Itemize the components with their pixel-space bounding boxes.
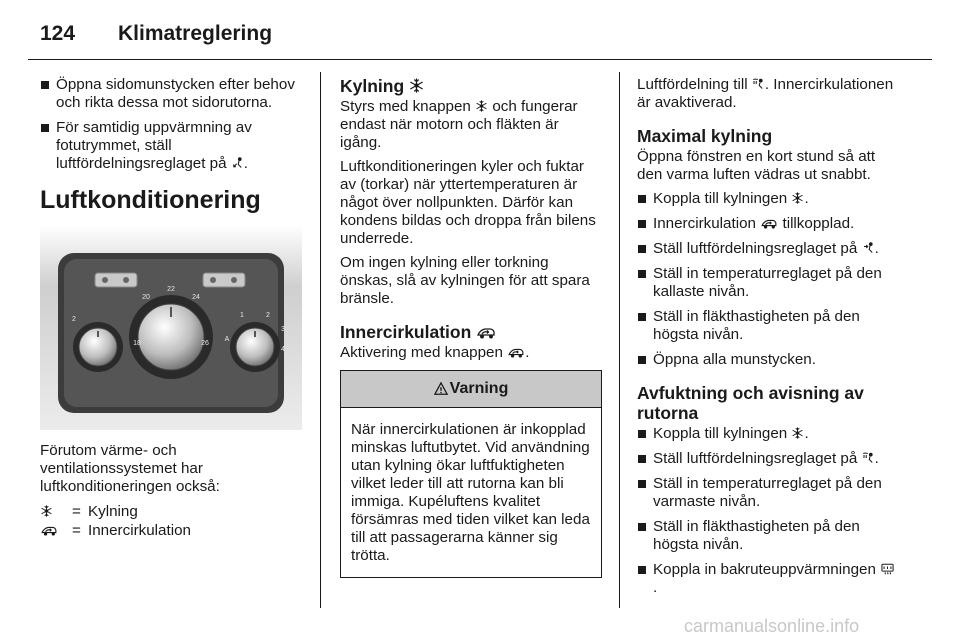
- list-item: Innercirkulation tillkopplad.: [637, 215, 899, 233]
- list-item: Öppna sidomunstycken efter behov och rikta dessa mot sidorutorna.: [40, 76, 308, 112]
- windscreen-air-icon: [752, 78, 765, 90]
- column-3: [637, 76, 899, 604]
- warning-header: Varning: [341, 371, 601, 408]
- snowflake-icon: [791, 427, 804, 439]
- legend-label: Innercirkulation: [88, 521, 191, 539]
- snowflake-icon: [40, 505, 53, 517]
- column-2: [340, 76, 602, 578]
- dial-label: 20: [142, 294, 150, 301]
- page-title: Klimatreglering: [118, 22, 273, 45]
- dial-label: 26: [201, 340, 209, 347]
- recirculation-icon: [760, 217, 778, 229]
- legend-row: = Innercirkulation: [40, 521, 308, 540]
- fan-label: 2: [266, 312, 270, 319]
- recirculation-icon: [40, 524, 58, 536]
- dial-label: 22: [167, 286, 175, 293]
- paragraph: Aktivering med knappen .: [340, 344, 530, 361]
- defog-heading: Avfuktning och avisning av rutorna: [637, 383, 864, 423]
- list-item: Ställ luftfördelningsreglaget på .: [637, 450, 899, 468]
- list-item: Ställ in temperaturreglaget på den kallaste nivån.: [637, 265, 899, 301]
- snowflake-icon: [791, 192, 804, 204]
- paragraph: Luftfördelning till . Innercirkulationen är avaktiverad.: [637, 76, 894, 111]
- legend-label: Kylning: [88, 502, 138, 520]
- paragraph: Om ingen kylning eller torkning önskas, slå av kylningen för att spara bränsle.: [340, 254, 590, 307]
- section-title: Luftkonditionering: [40, 186, 261, 214]
- paragraph: Styrs med knappen och fungerar endast när motorn och fläkten är igång.: [340, 98, 578, 151]
- list-item: Ställ in fläkthastigheten på den högsta nivån.: [637, 518, 899, 554]
- list-item: För samtidig uppvärmning av fotutrymmet, ställ luftfördelningsreglaget på .: [40, 119, 308, 173]
- fan-label: 3: [281, 326, 285, 333]
- list-item: Koppla till kylningen .: [637, 425, 899, 443]
- header-rule: [28, 59, 932, 60]
- windscreen-air-icon: [862, 452, 875, 464]
- legend-row: = Kylning: [40, 502, 308, 521]
- list-item: Ställ in fläkthastigheten på den högsta nivån.: [637, 308, 899, 344]
- paragraph: Öppna fönstren en kort stund så att den varma luften vädras ut snabbt.: [637, 148, 876, 183]
- rear-defrost-icon: [880, 563, 895, 575]
- symbol-legend: [40, 502, 308, 540]
- paragraph: Luftkonditioneringen kyler och fuktar av (torkar) när yttertemperaturen är något över nollpunkten. Därför kan kondens bildas och droppa från bilens underrede.: [340, 158, 596, 247]
- warning-box: [340, 370, 602, 578]
- footwell-air-icon: [231, 157, 244, 169]
- page-header: [0, 0, 960, 60]
- max-cooling-heading: Maximal kylning: [637, 126, 773, 146]
- recirculation-icon: [507, 346, 525, 358]
- vent-air-icon: [862, 242, 875, 254]
- recirculation-heading: Innercirkulation: [340, 322, 602, 342]
- snowflake-icon: [475, 100, 488, 112]
- list-item: Ställ luftfördelningsreglaget på .: [637, 240, 899, 258]
- list-item: Ställ in temperaturreglaget på den varmaste nivån.: [637, 475, 899, 511]
- list-item: Öppna alla munstycken.: [637, 351, 899, 369]
- cooling-heading: Kylning: [340, 76, 602, 96]
- mode-label: 2: [72, 316, 76, 323]
- fan-label: 4: [281, 346, 285, 353]
- fan-label: 1: [240, 312, 244, 319]
- dial-label: 18: [133, 340, 141, 347]
- warning-text: När innercirkulationen är inkopplad minskas luftutbytet. Vid användning utan kylning ökar luftfuktigheten vilket leder till att rutorna kan bli immiga. Kupéluftens kvalitet försämras med tiden vilket kan leda till att passagerarna känner sig trötta.: [351, 421, 590, 564]
- climate-control-panel-photo: [40, 225, 302, 430]
- fan-label: A: [224, 336, 230, 343]
- recirculation-icon: [476, 325, 496, 339]
- watermark: carmanualsonline.info: [684, 616, 860, 636]
- column-1: [40, 76, 308, 540]
- snowflake-icon: [409, 78, 424, 93]
- dial-label: 24: [192, 294, 200, 301]
- list-item: Koppla in bakruteuppvärmningen .: [637, 561, 899, 597]
- column-divider-1: [320, 72, 321, 608]
- warning-triangle-icon: [434, 382, 448, 396]
- intro-text: Förutom värme- och ventilationssystemet har luftkonditioneringen också:: [40, 442, 220, 495]
- page-number: 124: [40, 22, 76, 45]
- list-item: Koppla till kylningen .: [637, 190, 899, 208]
- column-divider-2: [619, 72, 620, 608]
